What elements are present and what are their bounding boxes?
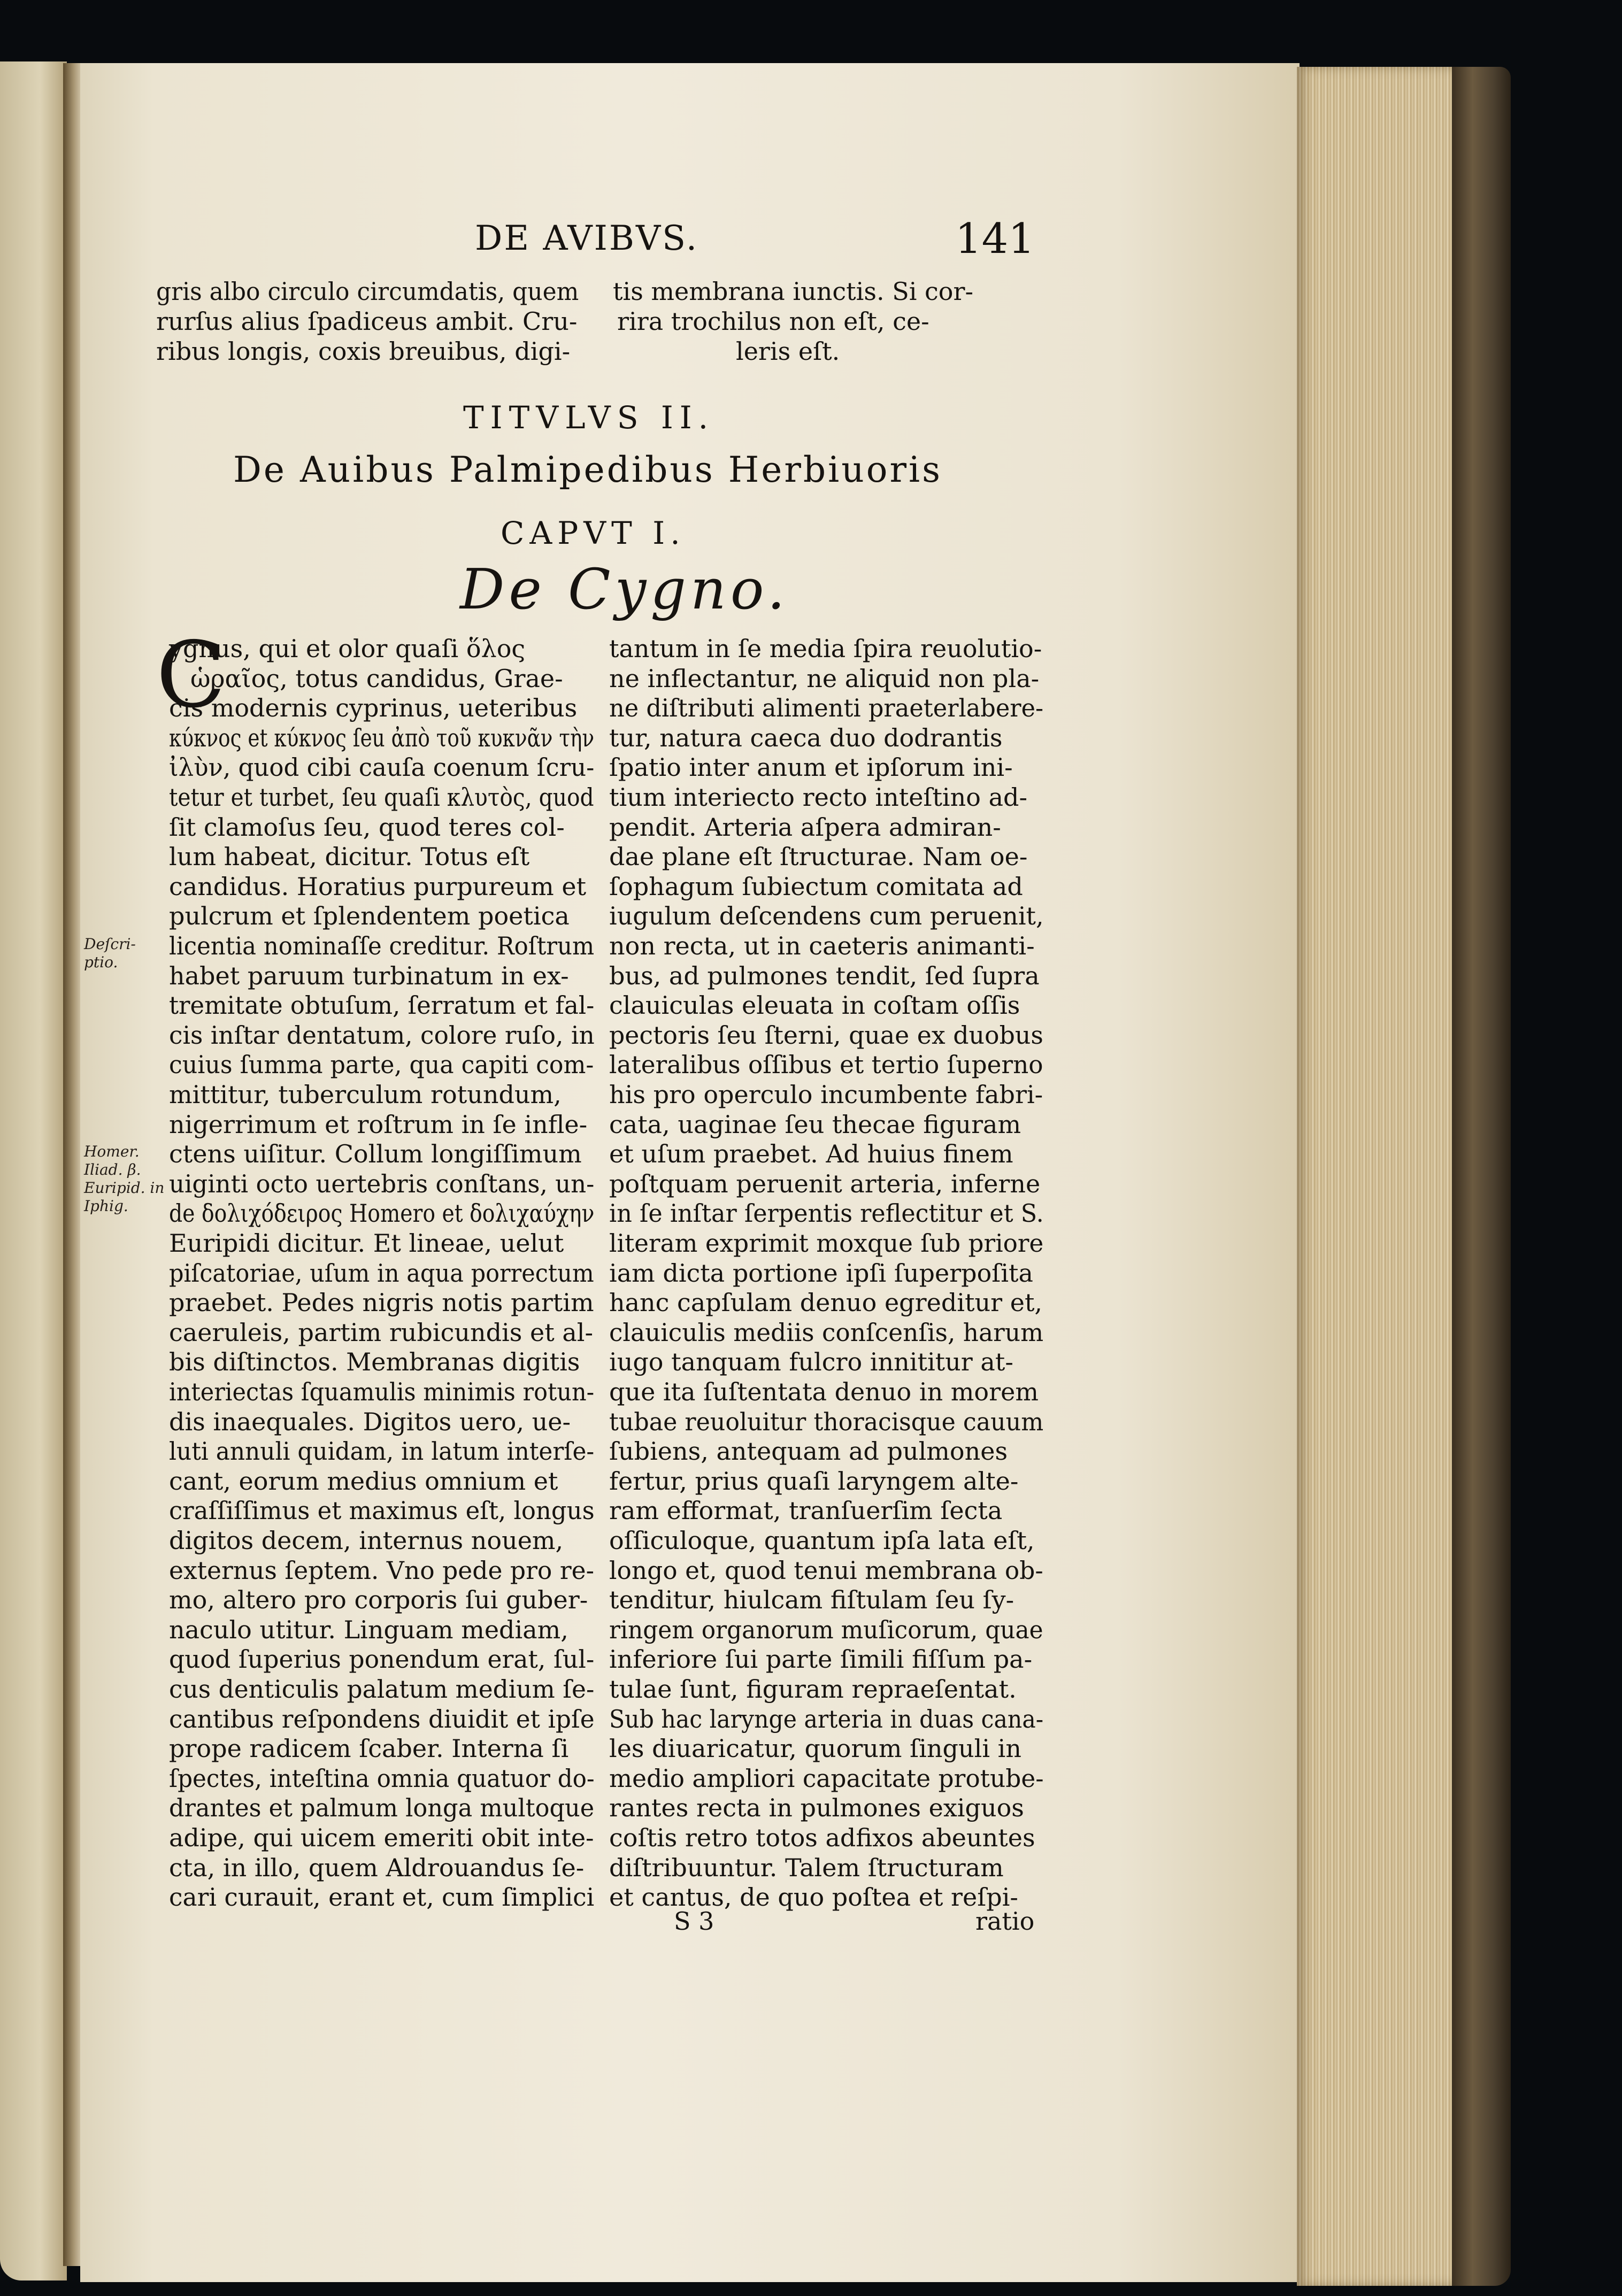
text-line: ygnus, qui et olor quaſi ὅλος xyxy=(169,634,526,663)
side-note-line: Iliad. β. xyxy=(84,1161,141,1178)
text-line: cta, in illo, quem Aldrouandus ſe- xyxy=(169,1853,585,1882)
text-line: poſtquam peruenit arteria, inferne xyxy=(609,1169,1041,1198)
text-line: pendit. Arteria aſpera admiran- xyxy=(609,812,1001,842)
text-line: bus, ad pulmones tendit, ſed ſupra xyxy=(609,961,1040,990)
text-line: hanc capſulam denuo egreditur et, xyxy=(609,1288,1043,1317)
text-line: ſubiens, antequam ad pulmones xyxy=(609,1437,1008,1466)
text-line: dis inaequales. Digitos uero, ue- xyxy=(169,1407,571,1436)
text-line: clauiculas eleuata in coſtam oſſis xyxy=(609,991,1020,1020)
text-line: naculo utitur. Linguam mediam, xyxy=(169,1615,568,1644)
text-line: leris eſt. xyxy=(736,337,840,366)
text-line: coſtis retro totos adfixos abeuntes xyxy=(609,1823,1035,1852)
text-line: adipe, qui uicem emeriti obit inte- xyxy=(169,1823,594,1852)
text-line: luti annuli quidam, in latum interſe- xyxy=(169,1437,595,1466)
text-line: tenditur, hiulcam fiſtulam ſeu ſy- xyxy=(609,1585,1014,1615)
drop-cap: C xyxy=(156,622,226,728)
book-cover xyxy=(1452,67,1511,2286)
titulus-heading: TITVLVS II. xyxy=(463,399,715,436)
text-line: tubae reuoluitur thoracisque cauum xyxy=(609,1407,1044,1436)
text-line: tium interiecto recto inteſtino ad- xyxy=(609,783,1027,812)
left-page-edge xyxy=(0,61,67,2280)
text-line: bis diſtinctos. Membranas digitis xyxy=(169,1347,580,1377)
page-number: 141 xyxy=(955,215,1035,263)
text-line: mittitur, tuberculum rotundum, xyxy=(169,1080,562,1109)
text-line: habet paruum turbinatum in ex- xyxy=(169,961,569,990)
text-line: non recta, ut in caeteris animanti- xyxy=(609,931,1035,960)
text-line: piſcatoriae, uſum in aqua porrectum xyxy=(169,1258,594,1288)
side-note-line: Homer. xyxy=(84,1143,140,1160)
text-line: et uſum praebet. Ad huius finem xyxy=(609,1139,1013,1169)
text-line: externus ſeptem. Vno pede pro re- xyxy=(169,1555,595,1585)
catchword: ratio xyxy=(975,1907,1035,1936)
text-line: cata, uaginae ſeu thecae figuram xyxy=(609,1110,1021,1139)
text-line: candidus. Horatius purpureum et xyxy=(169,872,587,901)
text-line: ne inflectantur, ne aliquid non pla- xyxy=(609,664,1040,693)
text-line: tur, natura caeca duo dodrantis xyxy=(609,723,1003,752)
text-line: tis membrana iunctis. Si cor- xyxy=(613,277,974,306)
text-line: praebet. Pedes nigris notis partim xyxy=(169,1288,594,1317)
text-line: cantibus reſpondens diuidit et ipſe xyxy=(169,1704,595,1733)
text-line: ctens uiſitur. Collum longiſſimum xyxy=(169,1139,582,1169)
text-line: inferiore ſui parte ſimili fiſſum pa- xyxy=(609,1645,1033,1674)
text-line: iam dicta portione ipſi ſuperpoſita xyxy=(609,1258,1033,1288)
text-line: in ſe inſtar ſerpentis reflectitur et S. xyxy=(609,1199,1044,1228)
text-line: ὡραῖος, totus candidus, Grae- xyxy=(190,664,563,693)
chapter-title: De Cygno. xyxy=(460,557,789,622)
text-line: pulcrum et ſplendentem poetica xyxy=(169,902,570,931)
text-line: quod ſuperius ponendum erat, ſul- xyxy=(169,1645,595,1674)
text-line: nigerrimum et roſtrum in ſe infle- xyxy=(169,1110,588,1139)
page-edges xyxy=(1297,67,1457,2286)
text-line: cis modernis cyprinus, ueteribus xyxy=(169,694,578,723)
side-note-line: Iphig. xyxy=(84,1197,128,1215)
text-line: interiectas ſquamulis minimis rotun- xyxy=(169,1377,595,1406)
text-line: tremitate obtuſum, ſerratum et fal- xyxy=(169,991,595,1020)
text-line: et cantus, de quo poſtea et reſpi- xyxy=(609,1883,1018,1912)
text-line: ſpatio inter anum et ipſorum ini- xyxy=(609,753,1013,782)
text-line: cari curauit, erant et, cum ſimplici xyxy=(169,1883,595,1912)
text-line: iugulum deſcendens cum peruenit, xyxy=(609,902,1044,931)
text-line: craſſiſſimus et maximus eſt, longus xyxy=(169,1496,595,1525)
text-line: ſit clamoſus ſeu, quod teres col- xyxy=(169,812,565,842)
text-line: ribus longis, coxis breuibus, digi- xyxy=(156,337,571,366)
text-line: les diuaricatur, quorum ſinguli in xyxy=(609,1734,1021,1763)
side-note-line: Deſcri- xyxy=(84,935,136,953)
text-line: literam exprimit moxque ſub priore xyxy=(609,1229,1044,1258)
text-line: mo, altero pro corporis ſui guber- xyxy=(169,1585,588,1615)
text-line: de δολιχόδειρος Homero et δολιχαύχην xyxy=(169,1199,595,1228)
text-line: tetur et turbet, ſeu quaſi κλυτὸς, quod xyxy=(169,783,594,812)
signature-mark: S 3 xyxy=(674,1907,714,1936)
text-line: cuius ſumma parte, qua capiti com- xyxy=(169,1050,594,1080)
text-line: fertur, prius quaſi laryngem alte- xyxy=(609,1466,1019,1496)
text-line: uiginti octo uertebris conſtans, un- xyxy=(169,1169,595,1198)
text-line: lateralibus oſſibus et tertio ſuperno xyxy=(609,1050,1043,1080)
running-head: DE AVIBVS. xyxy=(475,219,699,258)
text-line: tantum in ſe media ſpira reuolutio- xyxy=(609,634,1042,663)
text-line: medio ampliori capacitate protube- xyxy=(609,1763,1044,1793)
section-subtitle: De Auibus Palmipedibus Herbiuoris xyxy=(233,449,942,490)
text-line: pectoris ſeu ſterni, quae ex duobus xyxy=(609,1020,1043,1050)
text-line: κύκνος et κύκνος ſeu ἀπὸ τοῦ κυκνᾶν τὴν xyxy=(169,723,595,752)
text-line: cant, eorum medius omnium et xyxy=(169,1466,558,1496)
text-line: ſpectes, inteſtina omnia quatuor do- xyxy=(169,1763,595,1793)
text-line: Sub hac larynge arteria in duas cana- xyxy=(609,1704,1044,1733)
text-line: gris albo circulo circumdatis, quem xyxy=(156,277,579,306)
text-line: rantes recta in pulmones exiguos xyxy=(609,1793,1024,1823)
text-line: iugo tanquam fulcro innititur at- xyxy=(609,1347,1013,1377)
text-line: Euripidi dicitur. Et lineae, uelut xyxy=(169,1229,564,1258)
side-note-line: ptio. xyxy=(84,953,118,971)
text-line: rurſus alius ſpadiceus ambit. Cru- xyxy=(156,307,578,336)
text-line: ſophagum ſubiectum comitata ad xyxy=(609,872,1023,901)
text-line: oſſiculoque, quantum ipſa lata eſt, xyxy=(609,1526,1035,1555)
text-line: ἰλὺν, quod cibi cauſa coenum ſcru- xyxy=(169,753,595,782)
text-line: dae plane eſt ſtructurae. Nam oe- xyxy=(609,842,1028,872)
text-line: drantes et palmum longa multoque xyxy=(169,1793,595,1823)
text-line: diſtribuuntur. Talem ſtructuram xyxy=(609,1853,1004,1882)
side-note-line: Euripid. in xyxy=(84,1179,165,1197)
text-line: ringem organorum muſicorum, quae xyxy=(609,1615,1043,1644)
text-line: longo et, quod tenui membrana ob- xyxy=(609,1555,1043,1585)
text-line: cus denticulis palatum medium ſe- xyxy=(169,1675,595,1704)
text-line: clauiculis mediis conſcenſis, harum xyxy=(609,1317,1044,1347)
text-line: lum habeat, dicitur. Totus eſt xyxy=(169,842,530,872)
caput-heading: CAPVT I. xyxy=(501,515,686,551)
text-line: prope radicem ſcaber. Interna ſi xyxy=(169,1734,569,1763)
text-line: licentia nominaſſe creditur. Roſtrum xyxy=(169,931,595,960)
text-line: digitos decem, internus nouem, xyxy=(169,1526,564,1555)
text-line: rira trochilus non eſt, ce- xyxy=(617,307,929,336)
text-line: ne diſtributi alimenti praeterlabere- xyxy=(609,694,1044,723)
text-line: caeruleis, partim rubicundis et al- xyxy=(169,1317,594,1347)
text-line: que ita ſuſtentata denuo in morem xyxy=(609,1377,1039,1406)
text-line: his pro operculo incumbente fabri- xyxy=(609,1080,1043,1109)
text-line: cis inſtar dentatum, colore ruſo, in xyxy=(169,1020,595,1050)
text-line: tulae ſunt, figuram repraeſentat. xyxy=(609,1675,1017,1704)
text-line: ram efformat, tranſuerſim ſecta xyxy=(609,1496,1003,1525)
